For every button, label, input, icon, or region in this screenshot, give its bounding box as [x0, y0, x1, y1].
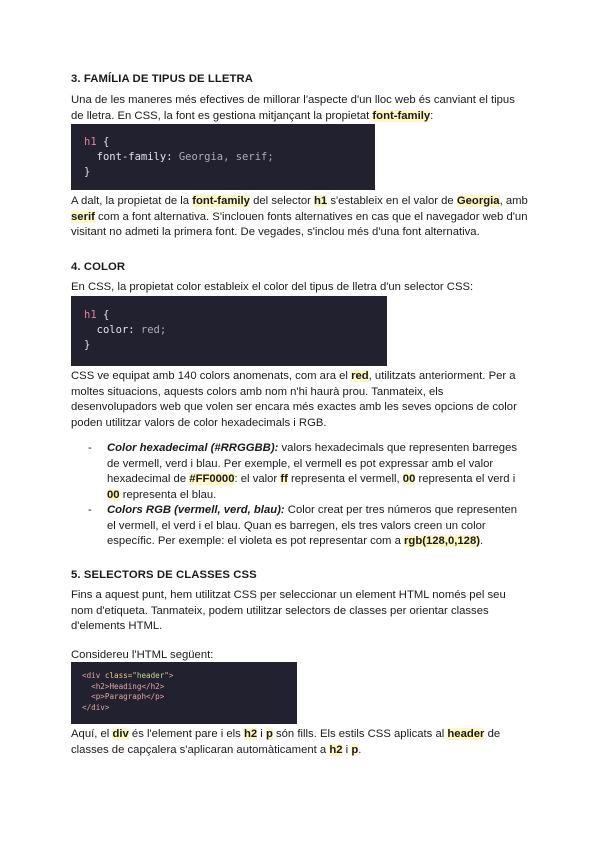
- code-line: h1 {: [84, 309, 110, 321]
- highlight-font-family: font-family: [372, 109, 431, 122]
- color-format-list: [88, 441, 528, 550]
- code-line: }: [84, 166, 91, 178]
- section-5-explanation: Aquí, el div és l'element pare i els h2 i p són fills. Els estils CSS aplicats al header de classes de capçalera s'aplicaran automàticament a h2 i p.: [71, 728, 501, 756]
- section-4-intro: En CSS, la propietat color estableix el color del tipus de lletra d'un selector CSS:: [71, 281, 474, 293]
- list-item-hex: - Color hexadecimal (#RRGGBB): valors hexadecimals que representen barreges de vermell, verd i blau. Per exemple, el vermell es pot expressar amb el valor hexadecimal de #FF0000: el valor ff representa el vermell, 00 representa el verd i 00 representa el blau.: [88, 442, 517, 501]
- section-3-explanation: A dalt, la propietat de la font-family del selector h1 s'estableix en el valor de Georgia, amb serif com a font alternativa. S'inclouen fonts alternatives en cas que el navegador web d'un visitant no admeti la primera font. De vegades, s'inclou més d'una font alternativa.: [71, 195, 528, 238]
- code-line: h1 {: [84, 136, 110, 148]
- section-5-title: 5. SELECTORS DE CLASSES CSS: [71, 569, 257, 581]
- list-item-rgb: - Colors RGB (vermell, verd, blau): Color creat per tres números que representen el vermell, el verd i el blau. Quan es barregen, els tres valors creen un color específic. Per exemple: el violeta es pot representar com a rgb(128,0,128).: [88, 504, 517, 547]
- code-line: }: [84, 339, 91, 351]
- section-4-title: 4. COLOR: [71, 261, 126, 273]
- code-line: </div>: [82, 702, 110, 712]
- section-4-explanation: CSS ve equipat amb 140 colors anomenats, com ara el red, utilitzats anteriorment. Per a moltes situacions, aquests colors amb nom n'hi haurà prou. Tanmateix, els desenvolupadors web que volen ser encara més exactes amb les seves opcions de color poden utilitzar valors de color hexadecimals i RGB.: [71, 370, 517, 429]
- code-line: <p>Paragraph</p>: [91, 692, 165, 701]
- section-5-consider: Considereu l'HTML següent:: [71, 649, 214, 661]
- section-3-title: 3. FAMÍLIA DE TIPUS DE LLETRA: [71, 73, 253, 85]
- code-line: <h2>Heading</h2>: [91, 681, 165, 691]
- code-block-html: [71, 662, 297, 724]
- code-block-color: [71, 296, 387, 366]
- code-block-font-family: [71, 124, 375, 190]
- code-line: <div class="header">: [82, 671, 174, 680]
- section-3-intro: Una de les maneres més efectives de millorar l'aspecte d'un lloc web és canviant el tipus de lletra. En CSS, la font es gestiona mitjançant la propietat font-family:: [71, 94, 515, 122]
- section-5-intro: Fins a aquest punt, hem utilitzat CSS per seleccionar un element HTML només pel seu nom d'etiqueta. Tanmateix, podem utilitzar selectors de classes per orientar classes d'elements HTML.: [71, 589, 506, 632]
- code-line: font-family: Georgia, serif;: [96, 151, 274, 163]
- code-line: color: red;: [96, 324, 167, 336]
